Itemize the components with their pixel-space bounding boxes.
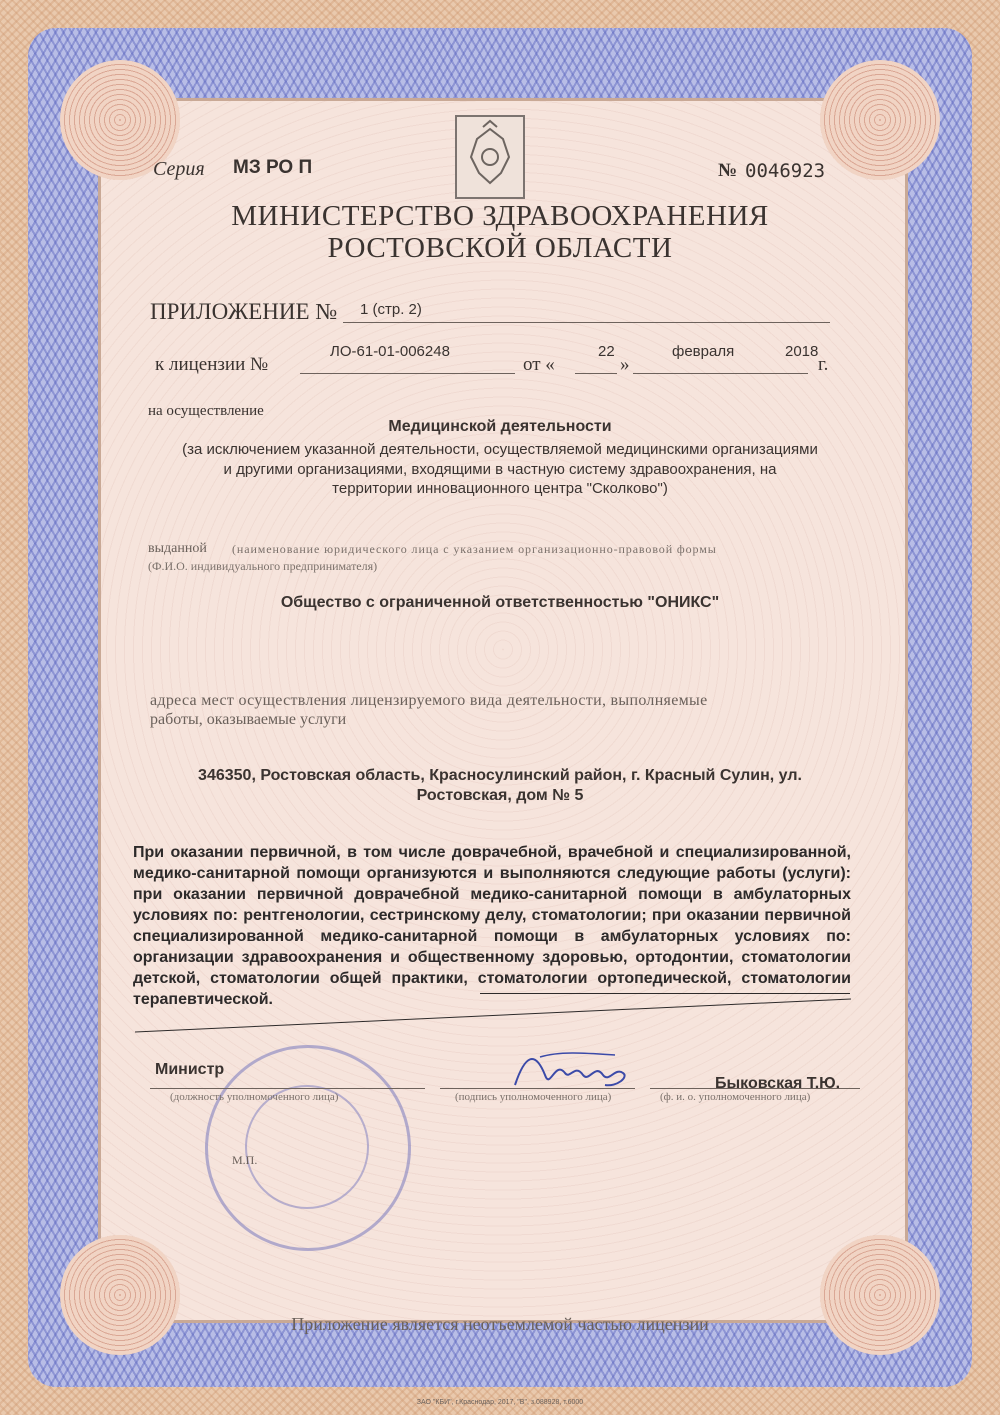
activity-label: на осуществление (148, 403, 264, 419)
license-day: 22 (598, 343, 615, 360)
appendix-label: ПРИЛОЖЕНИЕ № (150, 299, 338, 324)
address-label-line1: адреса мест осуществления лицензируемого вида деятельности, выполняемые (150, 692, 708, 709)
corner-rosette-icon (60, 1235, 180, 1355)
issued-hint-line2: (Ф.И.О. индивидуального предпринимателя) (148, 559, 378, 573)
license-number-underline (300, 373, 515, 374)
address-line2: Ростовская, дом № 5 (416, 787, 584, 804)
series-value: МЗ РО П (233, 157, 313, 178)
activity-note-line2: и другими организациями, входящими в частную систему здравоохранения, на (223, 461, 777, 478)
ministry-title-line1: МИНИСТЕРСТВО ЗДРАВООХРАНЕНИЯ (231, 200, 769, 232)
name-underline (650, 1088, 860, 1089)
official-seal-emblem (245, 1085, 369, 1209)
issued-label: выданной (148, 541, 207, 556)
license-from-label: от « (523, 354, 555, 375)
corner-rosette-icon (820, 1235, 940, 1355)
series-label: Серия (153, 158, 205, 180)
ministry-title-line2: РОСТОВСКОЙ ОБЛАСТИ (327, 232, 673, 264)
issued-hint-line1: (наименование юридического лица с указанием организационно-правовой формы (232, 542, 717, 556)
position-underline (150, 1088, 425, 1089)
number-value: 0046923 (745, 160, 826, 182)
signatory-position: Министр (155, 1061, 225, 1078)
license-day-underline (575, 373, 617, 374)
footer-note: Приложение является неотъемлемой частью лицензии (291, 1314, 709, 1334)
coat-of-arms-icon (455, 115, 525, 199)
services-paragraph: При оказании первичной, в том числе доврачебной, врачебной и специализированной, медико-санитарной помощи организуются и выполняются следующие работы (услуги): при оказании первичной доврачебной медико-санитарной помощи в амбулаторных условиях по: рентгенологии, сестринскому делу, стоматологии; при оказании первичной специализированной медико-санитарной помощи в амбулаторных условиях по: организации здравоохранения и общественному здоровью, ортодонтии, стоматологии детской, стоматологии общей практики, стоматологии ортопедической, стоматологии терапевтической. (133, 844, 851, 1008)
license-month: февраля (672, 343, 735, 360)
activity-note-line3: территории инновационного центра "Сколково") (332, 480, 668, 497)
address-line1: 346350, Ростовская область, Красносулинский район, г. Красный Сулин, ул. (198, 767, 802, 784)
number-label: № (718, 160, 738, 181)
license-date-underline (633, 373, 808, 374)
services-diagonal-strike (135, 998, 851, 1034)
seal-place-label: М.П. (232, 1153, 258, 1167)
signature-underline (440, 1088, 635, 1089)
appendix-value: 1 (стр. 2) (360, 301, 422, 318)
license-year: 2018 (785, 343, 819, 360)
address-label-line2: работы, оказываемые услуги (150, 711, 347, 728)
activity-note-line1: (за исключением указанной деятельности, осуществляемой медицинскими организациями (182, 441, 818, 458)
appendix-underline (343, 322, 830, 323)
signatory-name: Быковская Т.Ю. (715, 1075, 841, 1092)
name-hint: (ф. и. о. уполномоченного лица) (660, 1091, 811, 1103)
license-number: ЛО-61-01-006248 (330, 343, 450, 360)
signature-hint: (подпись уполномоченного лица) (455, 1091, 612, 1103)
print-info: ЗАО "КБИ", г.Краснодар, 2017, "В", з.088928, т.6000 (416, 1399, 584, 1406)
license-label: к лицензии № (155, 354, 269, 375)
issued-organization: Общество с ограниченной ответственностью "ОНИКС" (280, 594, 720, 611)
license-close-quote: » (620, 354, 630, 375)
activity-title: Медицинской деятельности (388, 418, 612, 435)
services-end-line (480, 993, 850, 994)
license-year-suffix: г. (818, 354, 829, 375)
corner-rosette-icon (820, 60, 940, 180)
position-hint: (должность уполномоченного лица) (170, 1091, 339, 1103)
